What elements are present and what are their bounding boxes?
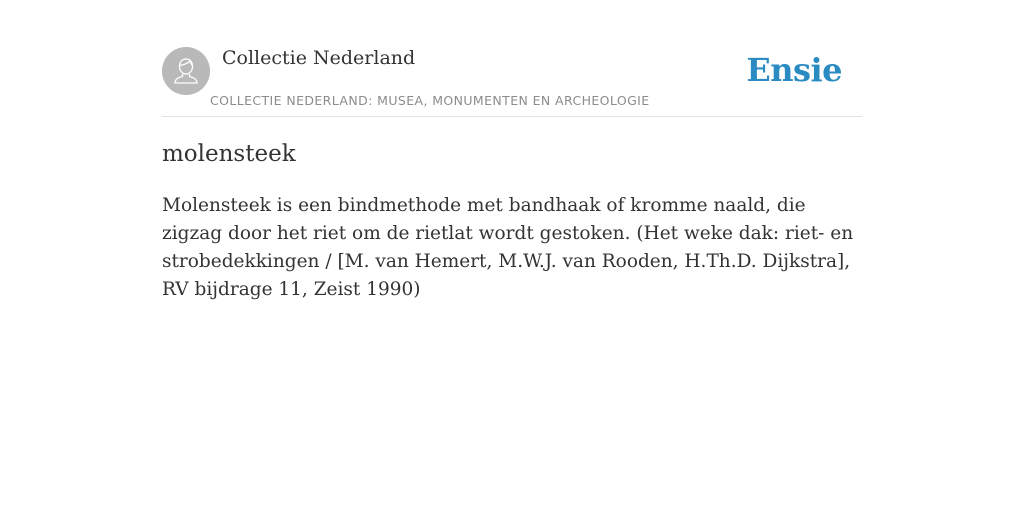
entry-term: molensteek xyxy=(162,141,296,167)
source-header xyxy=(162,0,862,117)
avatar[interactable] xyxy=(162,47,210,95)
source-name-link[interactable]: Collectie Nederland xyxy=(222,47,416,69)
entry-definition: Molensteek is een bindmethode met bandhaak of kromme naald, die zigzag door het riet om de rietlat wordt gestoken. (Het weke dak: riet- en strobedekkingen / [M. van Hemert, M.W.J. van Rooden, H.Th.D. Dijkstra], RV bijdrage 11, Zeist 1990) xyxy=(162,195,854,300)
page-container xyxy=(162,0,862,300)
user-avatar-icon xyxy=(162,47,210,95)
source-subtitle: COLLECTIE NEDERLAND: MUSEA, MONUMENTEN EN ARCHEOLOGIE xyxy=(210,93,650,108)
ensie-logo-link[interactable]: Ensie xyxy=(746,51,842,89)
